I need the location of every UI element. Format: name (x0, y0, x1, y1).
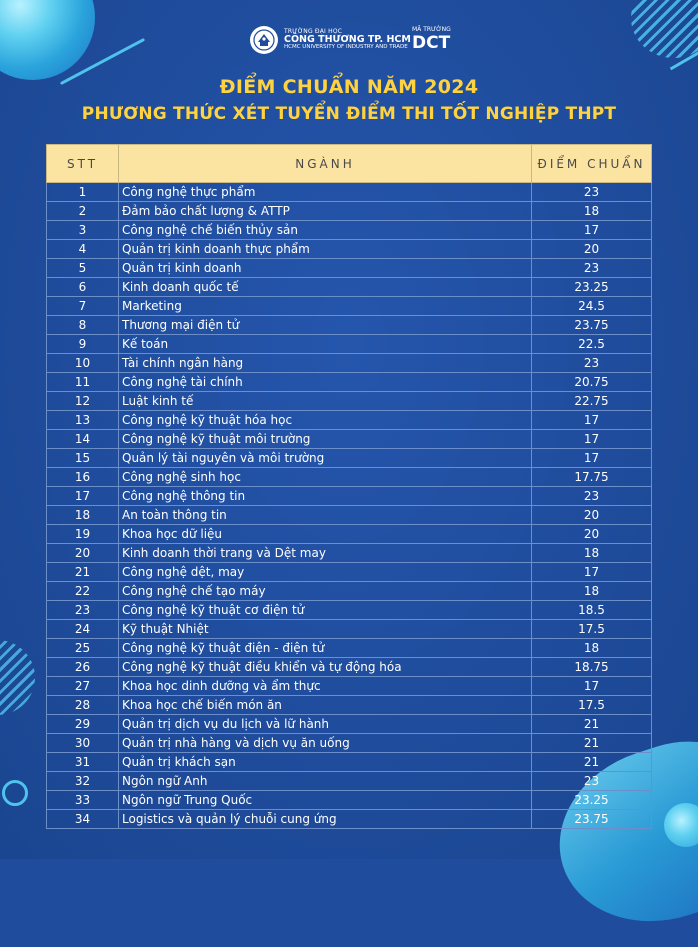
cell-score: 21 (532, 734, 652, 753)
cell-major: Marketing (119, 297, 532, 316)
cell-score: 23 (532, 183, 652, 202)
cell-stt: 11 (47, 373, 119, 392)
cell-major: Quản trị khách sạn (119, 753, 532, 772)
cell-stt: 9 (47, 335, 119, 354)
table-body (47, 183, 652, 829)
cell-score: 24.5 (532, 297, 652, 316)
cell-major: An toàn thông tin (119, 506, 532, 525)
table-row (47, 278, 652, 297)
cell-major: Quản trị kinh doanh (119, 259, 532, 278)
cell-major: Kỹ thuật Nhiệt (119, 620, 532, 639)
table-row (47, 715, 652, 734)
table-row (47, 316, 652, 335)
cell-stt: 14 (47, 430, 119, 449)
cell-major: Công nghệ kỹ thuật điều khiển và tự động hóa (119, 658, 532, 677)
table-row (47, 810, 652, 829)
cell-stt: 16 (47, 468, 119, 487)
cell-score: 17.5 (532, 620, 652, 639)
cell-major: Đảm bảo chất lượng & ATTP (119, 202, 532, 221)
table-row (47, 677, 652, 696)
table-row (47, 601, 652, 620)
cell-major: Ngôn ngữ Anh (119, 772, 532, 791)
table-row (47, 354, 652, 373)
table-row (47, 791, 652, 810)
cell-major: Khoa học dữ liệu (119, 525, 532, 544)
cell-stt: 7 (47, 297, 119, 316)
table-row (47, 373, 652, 392)
cell-major: Khoa học chế biến món ăn (119, 696, 532, 715)
university-name (284, 29, 411, 51)
table-row (47, 620, 652, 639)
cell-major: Quản trị dịch vụ du lịch và lữ hành (119, 715, 532, 734)
cell-stt: 4 (47, 240, 119, 259)
cell-score: 18.75 (532, 658, 652, 677)
cell-score: 20 (532, 240, 652, 259)
cell-stt: 34 (47, 810, 119, 829)
decorative-ring (2, 780, 28, 806)
cell-stt: 18 (47, 506, 119, 525)
school-code-label: MÃ TRƯỜNG (412, 26, 451, 33)
logo-line-3: HCMC UNIVERSITY OF INDUSTRY AND TRADE (284, 44, 408, 51)
score-table (46, 144, 652, 829)
table-row (47, 658, 652, 677)
table-row (47, 183, 652, 202)
cell-major: Thương mại điện tử (119, 316, 532, 335)
cell-score: 20 (532, 506, 652, 525)
cell-stt: 20 (47, 544, 119, 563)
cell-stt: 13 (47, 411, 119, 430)
cell-major: Công nghệ chế tạo máy (119, 582, 532, 601)
table-row (47, 696, 652, 715)
university-logo (250, 26, 411, 54)
table-row (47, 297, 652, 316)
cell-score: 22.5 (532, 335, 652, 354)
cell-score: 17 (532, 221, 652, 240)
cell-stt: 32 (47, 772, 119, 791)
table-row (47, 734, 652, 753)
cell-stt: 22 (47, 582, 119, 601)
table-row (47, 411, 652, 430)
column-header-major: NGÀNH (119, 145, 532, 183)
cell-score: 18 (532, 202, 652, 221)
cell-major: Quản trị nhà hàng và dịch vụ ăn uống (119, 734, 532, 753)
table-row (47, 449, 652, 468)
logo-line-1: TRƯỜNG ĐẠI HỌC (284, 27, 343, 35)
cell-major: Công nghệ thực phẩm (119, 183, 532, 202)
university-emblem-icon (250, 26, 278, 54)
cell-score: 17 (532, 411, 652, 430)
cell-stt: 28 (47, 696, 119, 715)
table-row (47, 259, 652, 278)
cell-major: Luật kinh tế (119, 392, 532, 411)
cell-stt: 8 (47, 316, 119, 335)
cell-score: 21 (532, 753, 652, 772)
cell-score: 18 (532, 639, 652, 658)
table-row (47, 772, 652, 791)
cell-major: Công nghệ thông tin (119, 487, 532, 506)
cell-major: Công nghệ kỹ thuật điện - điện tử (119, 639, 532, 658)
cell-stt: 26 (47, 658, 119, 677)
cell-major: Kế toán (119, 335, 532, 354)
cell-score: 17 (532, 563, 652, 582)
cell-stt: 5 (47, 259, 119, 278)
cell-major: Công nghệ kỹ thuật hóa học (119, 411, 532, 430)
cell-stt: 27 (47, 677, 119, 696)
cell-stt: 12 (47, 392, 119, 411)
table-row (47, 202, 652, 221)
school-code (412, 27, 451, 52)
cell-stt: 30 (47, 734, 119, 753)
cell-major: Công nghệ sinh học (119, 468, 532, 487)
cell-stt: 6 (47, 278, 119, 297)
cell-score: 20.75 (532, 373, 652, 392)
table-row (47, 240, 652, 259)
cell-score: 17 (532, 430, 652, 449)
cell-score: 17 (532, 677, 652, 696)
cell-stt: 21 (47, 563, 119, 582)
cell-stt: 29 (47, 715, 119, 734)
cell-major: Logistics và quản lý chuỗi cung ứng (119, 810, 532, 829)
cell-score: 18 (532, 582, 652, 601)
table-row (47, 221, 652, 240)
table-header-row (47, 145, 652, 183)
cell-score: 23 (532, 772, 652, 791)
table-row (47, 563, 652, 582)
cell-stt: 23 (47, 601, 119, 620)
cell-score: 23.25 (532, 791, 652, 810)
cell-major: Công nghệ kỹ thuật cơ điện tử (119, 601, 532, 620)
column-header-stt: STT (47, 145, 119, 183)
table-row (47, 392, 652, 411)
table-row (47, 487, 652, 506)
cell-stt: 17 (47, 487, 119, 506)
cell-stt: 19 (47, 525, 119, 544)
cell-stt: 15 (47, 449, 119, 468)
cell-stt: 1 (47, 183, 119, 202)
cell-major: Tài chính ngân hàng (119, 354, 532, 373)
cell-stt: 33 (47, 791, 119, 810)
cell-major: Quản lý tài nguyên và môi trường (119, 449, 532, 468)
school-code-value: DCT (412, 33, 451, 53)
logo-line-2: CÔNG THƯƠNG TP. HCM (284, 34, 411, 46)
table-row (47, 639, 652, 658)
cell-stt: 31 (47, 753, 119, 772)
cell-score: 21 (532, 715, 652, 734)
cell-major: Kinh doanh thời trang và Dệt may (119, 544, 532, 563)
cell-score: 22.75 (532, 392, 652, 411)
cell-major: Công nghệ tài chính (119, 373, 532, 392)
table-row (47, 430, 652, 449)
cell-score: 18.5 (532, 601, 652, 620)
table-row (47, 335, 652, 354)
cell-score: 23.25 (532, 278, 652, 297)
table-row (47, 525, 652, 544)
page-title: ĐIỂM CHUẨN NĂM 2024 (219, 76, 479, 98)
cell-score: 17 (532, 449, 652, 468)
table-row (47, 582, 652, 601)
cell-stt: 25 (47, 639, 119, 658)
cell-stt: 24 (47, 620, 119, 639)
cell-score: 23.75 (532, 810, 652, 829)
cell-stt: 10 (47, 354, 119, 373)
table-row (47, 544, 652, 563)
table-row (47, 753, 652, 772)
cell-major: Công nghệ dệt, may (119, 563, 532, 582)
column-header-score: ĐIỂM CHUẨN (532, 145, 652, 183)
table-row (47, 468, 652, 487)
cell-score: 20 (532, 525, 652, 544)
cell-major: Kinh doanh quốc tế (119, 278, 532, 297)
cell-major: Ngôn ngữ Trung Quốc (119, 791, 532, 810)
cell-major: Quản trị kinh doanh thực phẩm (119, 240, 532, 259)
table-row (47, 506, 652, 525)
cell-score: 17.5 (532, 696, 652, 715)
cell-score: 18 (532, 544, 652, 563)
cell-score: 23 (532, 487, 652, 506)
cell-major: Khoa học dinh dưỡng và ẩm thực (119, 677, 532, 696)
cell-score: 17.75 (532, 468, 652, 487)
cell-score: 23 (532, 259, 652, 278)
cell-stt: 2 (47, 202, 119, 221)
cell-major: Công nghệ chế biến thủy sản (119, 221, 532, 240)
cell-score: 23 (532, 354, 652, 373)
cell-major: Công nghệ kỹ thuật môi trường (119, 430, 532, 449)
page-subtitle: PHƯƠNG THỨC XÉT TUYỂN ĐIỂM THI TỐT NGHIỆP THPT (81, 104, 617, 124)
cell-stt: 3 (47, 221, 119, 240)
cell-score: 23.75 (532, 316, 652, 335)
